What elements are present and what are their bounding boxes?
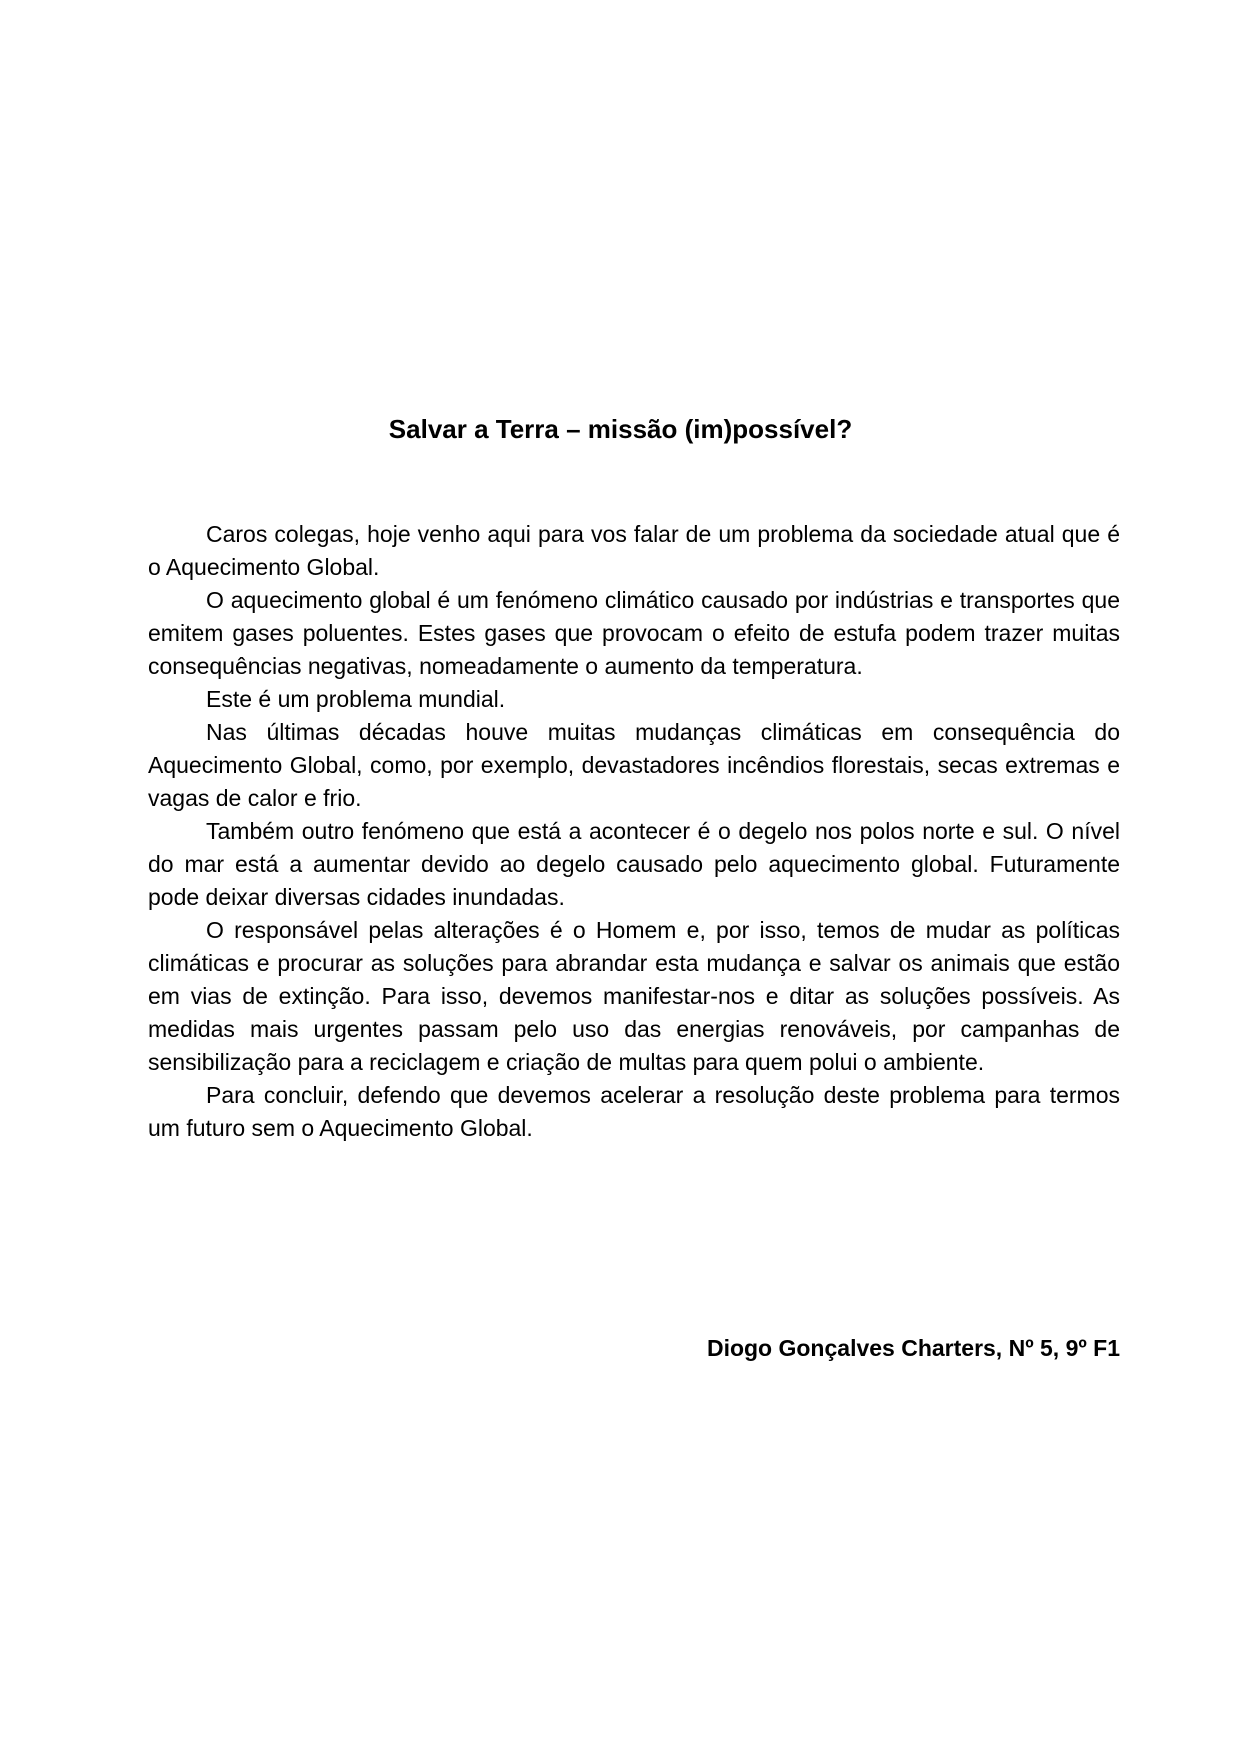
paragraph: O aquecimento global é um fenómeno climático causado por indústrias e transportes que emitem gases poluentes. Estes gases que provocam o efeito de estufa podem trazer muitas consequências negativas, nomeadamente o aumento da temperatura.: [148, 587, 1120, 679]
paragraph: O responsável pelas alterações é o Homem e, por isso, temos de mudar as políticas climáticas e procurar as soluções para abrandar esta mudança e salvar os animais que estão em vias de extinção. Para isso, devemos manifestar-nos e ditar as soluções possíveis. As medidas mais urgentes passam pelo uso das energias renováveis, por campanhas de sensibilização para a reciclagem e criação de multas para quem polui o ambiente.: [148, 917, 1120, 1075]
document-title: Salvar a Terra – missão (im)possível?: [388, 414, 853, 444]
paragraph: Caros colegas, hoje venho aqui para vos falar de um problema da sociedade atual que é o Aquecimento Global.: [148, 521, 1120, 580]
paragraph: Para concluir, defendo que devemos acelerar a resolução deste problema para termos um futuro sem o Aquecimento Global.: [148, 1082, 1120, 1141]
paragraph: Também outro fenómeno que está a acontecer é o degelo nos polos norte e sul. O nível do mar está a aumentar devido ao degelo causado pelo aquecimento global. Futuramente pode deixar diversas cidades inundadas.: [148, 818, 1120, 910]
document-body: [148, 518, 1120, 1145]
paragraph: Nas últimas décadas houve muitas mudanças climáticas em consequência do Aquecimento Global, como, por exemplo, devastadores incêndios florestais, secas extremas e vagas de calor e frio.: [148, 719, 1120, 811]
author-signature: Diogo Gonçalves Charters, Nº 5, 9º F1: [706, 1335, 1120, 1361]
paragraph: Este é um problema mundial.: [206, 686, 506, 712]
